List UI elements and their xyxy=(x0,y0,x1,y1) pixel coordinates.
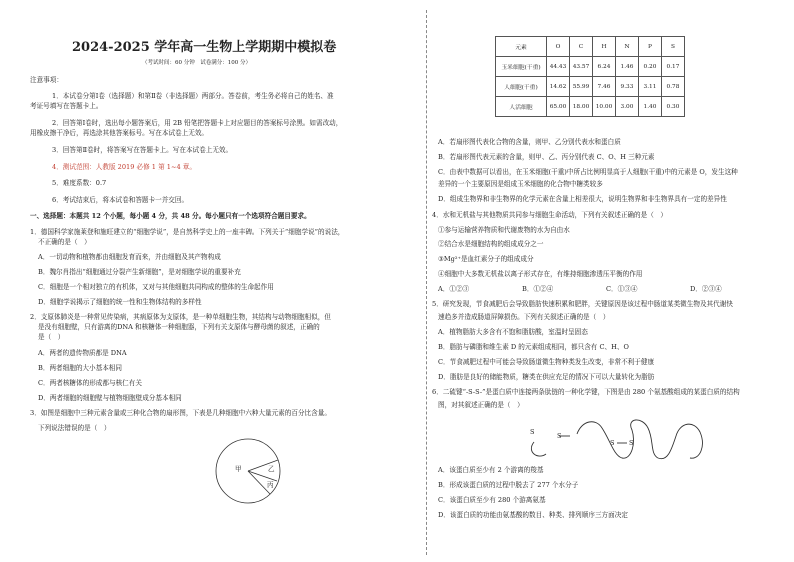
option-a: A．该蛋白质至少有 2 个游离的羧基 xyxy=(438,466,544,474)
table-cell: 1.40 xyxy=(639,97,662,117)
notice-line: 6．考试结束后，将本试卷和答题卡一并交回。 xyxy=(52,196,189,204)
table-header-row xyxy=(496,37,685,57)
table-cell: 3.11 xyxy=(639,77,662,97)
table-cell: 14.62 xyxy=(547,77,570,97)
statement-item: ②结合水是细胞结构的组成成分之一 xyxy=(438,240,544,248)
option-c: C．两者核糖体的形成都与核仁有关 xyxy=(38,379,142,387)
table-cell: 玉米细胞(干重) xyxy=(496,57,547,77)
option-a: A．一切动物和植物都由细胞发育而来，并由细胞及其产物构成 xyxy=(38,253,221,261)
table-header-cell: 元素 xyxy=(496,37,547,57)
table-cell: 0.30 xyxy=(662,97,685,117)
column-divider xyxy=(426,10,427,555)
question-stem: 5．研究发现，节食减肥后会导致脂肪快速积累和肥胖，关键原因是该过程中肠道某类微生物及其代谢快 xyxy=(432,300,733,308)
option-a: A．①②③ xyxy=(438,285,470,293)
option-c: C．①③④ xyxy=(606,285,638,293)
table-cell: 55.99 xyxy=(570,77,593,97)
page-title: 2024-2025 学年高一生物上学期期中模拟卷 xyxy=(72,40,337,55)
table-header-cell: C xyxy=(570,37,593,57)
notice-line: 用橡皮擦干净后，再选涂其他答案标号。写在本试卷上无效。 xyxy=(30,129,209,137)
table-cell: 人活细胞 xyxy=(496,97,547,117)
notice-line: 3．回答第Ⅱ卷时，将答案写在答题卡上。写在本试卷上无效。 xyxy=(52,146,233,154)
option-b: B．形成该蛋白质的过程中脱去了 277 个水分子 xyxy=(438,481,579,489)
table-header-cell: N xyxy=(616,37,639,57)
section-heading: 一、选择题：本题共 12 个小题，每小题 4 分，共 48 分。每小题只有一个选项符合题目要求。 xyxy=(30,212,311,220)
option-d: D．组成生物界和非生物界的化学元素在含量上相差很大，说明生物界和非生物界具有一定的差异性 xyxy=(438,195,727,203)
table-cell: 65.00 xyxy=(547,97,570,117)
option-d: D．脂肪是良好的储能物质，糖类在供应充足的情况下可以大量转化为脂肪 xyxy=(438,373,655,381)
pie-label-jia: 甲 xyxy=(235,465,242,473)
question-stem: 3．如图是细胞中三种元素含量或三种化合物的扇形图，下表是几种细胞中六种大量元素的百分比含量。 xyxy=(30,409,331,417)
question-stem: 4．水和无机盐与其他物质共同参与细胞生命活动，下列有关叙述正确的是（ ） xyxy=(432,211,667,219)
table-cell: 人细胞(干重) xyxy=(496,77,547,97)
table-cell: 0.17 xyxy=(662,57,685,77)
option-c-cont: 差异的一个主要原因是组成玉米细胞的化合物中糖类较多 xyxy=(438,180,603,188)
option-d: D．两者细胞的细胞壁与植物细胞壁成分基本相同 xyxy=(38,394,182,402)
table-row xyxy=(496,77,685,97)
question-stem: 图，对其叙述正确的是（ ） xyxy=(438,401,524,409)
option-a: A．植物脂肪大多含有不饱和脂肪酸，室温时呈固态 xyxy=(438,328,588,336)
statement-item: ④细胞中大多数无机盐以离子形式存在，有维持细胞渗透压平衡的作用 xyxy=(438,270,643,278)
disulfide-s-label: S xyxy=(530,428,535,436)
table-cell: 10.00 xyxy=(593,97,616,117)
option-c: C．由表中数据可以看出，在玉米细胞(干重)中所占比例明显高于人细胞(干重)中的元素是 O，发生这种 xyxy=(438,168,738,176)
option-d: D．②③④ xyxy=(690,285,722,293)
question-stem: 是（ ） xyxy=(38,333,65,341)
element-table xyxy=(495,36,685,117)
table-cell: 6.24 xyxy=(593,57,616,77)
option-b: B．脂肪与磷脂和维生素 D 的元素组成相同，都只含有 C、H、O xyxy=(438,343,629,351)
disulfide-s-label: S xyxy=(557,432,562,440)
pie-label-bing: 丙 xyxy=(267,481,274,489)
table-header-cell: O xyxy=(547,37,570,57)
table-row xyxy=(496,97,685,117)
notice-line: 考证号填写在答题卡上。 xyxy=(30,102,103,110)
table-cell: 1.46 xyxy=(616,57,639,77)
table-row xyxy=(496,57,685,77)
table-cell: 0.78 xyxy=(662,77,685,97)
disulfide-s-label: S xyxy=(629,439,634,447)
table-cell: 3.00 xyxy=(616,97,639,117)
table-header-cell: P xyxy=(639,37,662,57)
option-b: B．①②④ xyxy=(522,285,554,293)
option-a: A．两者的遗传物质都是 DNA xyxy=(38,349,127,357)
table-cell: 18.00 xyxy=(570,97,593,117)
option-b: B．两者细胞的大小基本相同 xyxy=(38,364,122,372)
question-stem: 6．二硫键“-S-S-”是蛋白质中连接两条肽链的一种化学键，下图是由 280 个氨基酸组成的某蛋白质的结构 xyxy=(432,388,740,396)
table-cell: 0.20 xyxy=(639,57,662,77)
question-stem: 1．德国科学家施莱登和施旺建立的“细胞学说”，是自然科学史上的一座丰碑。下列关于“细胞学说”的说法， xyxy=(30,228,345,236)
table-header-cell: H xyxy=(593,37,616,57)
option-c: C．节食减肥过程中可能会导致肠道微生物种类发生改变，非常不利于健康 xyxy=(438,358,655,366)
statement-item: ①参与运输营养物质和代谢废物的水为自由水 xyxy=(438,226,570,234)
right-column xyxy=(432,0,782,562)
notice-line: 5．难度系数：0.7 xyxy=(52,179,107,187)
table-cell: 9.33 xyxy=(616,77,639,97)
notice-heading: 注意事项： xyxy=(30,76,63,84)
notice-line: 2．回答第Ⅰ卷时，选出每小题答案后，用 2B 铅笔把答题卡上对应题目的答案标号涂黑。如需改动， xyxy=(52,119,343,127)
option-c: C．细胞是一个相对独立的有机体，又对与其他细胞共同构成的整体的生命起作用 xyxy=(38,283,274,291)
table-cell: 7.46 xyxy=(593,77,616,97)
notice-line: 1．本试卷分第Ⅰ卷（选择题）和第Ⅱ卷（非选择题）两部分。答卷前，考生务必将自己的姓名、准 xyxy=(52,92,334,100)
option-b: B．若扇形图代表元素的含量，则甲、乙、丙分别代表 C、O、H 三种元素 xyxy=(438,153,655,161)
question-stem: 速趋多并造成肠道屏障损伤。下列有关叙述正确的是（ ） xyxy=(438,313,610,321)
pie-label-yi: 乙 xyxy=(268,465,275,473)
table-cell: 44.43 xyxy=(547,57,570,77)
table-cell: 43.57 xyxy=(570,57,593,77)
exam-subtitle: （考试时间：60 分钟 试卷满分：100 分） xyxy=(142,60,251,66)
question-stem: 不正确的是（ ） xyxy=(38,238,91,246)
disulfide-s-label: S xyxy=(610,439,615,447)
question-stem: 下列说法错误的是（ ） xyxy=(38,424,111,432)
left-column xyxy=(30,0,422,562)
option-d: D．该蛋白质的功能由氨基酸的数目、种类、排列顺序三方面决定 xyxy=(438,511,628,519)
option-a: A．若扇形图代表化合物的含量，则甲、乙分别代表水和蛋白质 xyxy=(438,138,621,146)
statement-item: ③Mg²⁺是血红素分子的组成成分 xyxy=(438,255,534,263)
notice-scope: 4．测试范围：人教版 2019 必修 1 第 1~4 章。 xyxy=(52,163,196,171)
option-c: C．该蛋白质至少有 280 个游离氨基 xyxy=(438,496,546,504)
protein-structure-diagram xyxy=(522,410,722,470)
option-d: D．细胞学说揭示了细胞的统一性和生物体结构的多样性 xyxy=(38,298,202,306)
table-header-cell: S xyxy=(662,37,685,57)
question-stem: 是没有细胞壁，只有游离的DNA 和核糖体一种细胞器，下列有关支原体与酵母菌的叙述，正确的 xyxy=(38,323,320,331)
option-b: B．魏尔肖指出“细胞通过分裂产生新细胞”，是对细胞学说的重要补充 xyxy=(38,268,241,276)
question-stem: 2．支原体肺炎是一种常见传染病，其病原体为支原体，是一种单细胞生物，其结构与动物细胞相似，但 xyxy=(30,313,331,321)
